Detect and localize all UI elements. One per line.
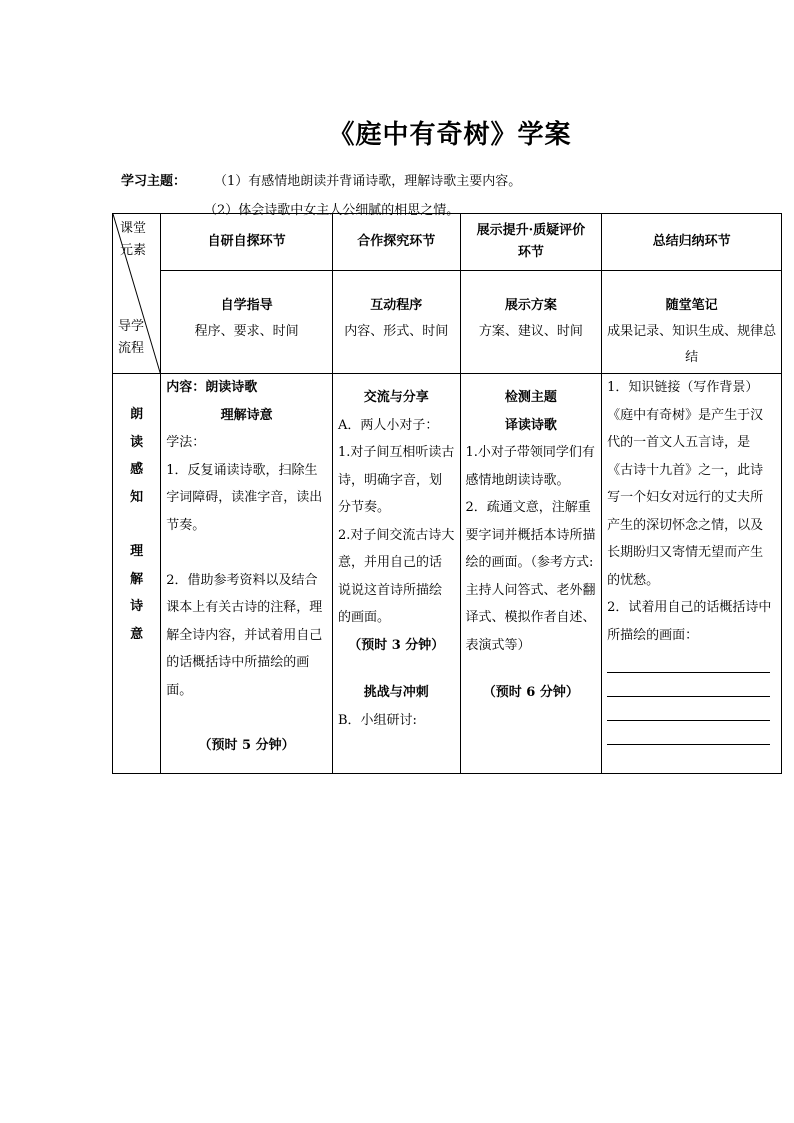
row-label-char: 感 [130, 462, 144, 477]
corner-top-2: 元素 [120, 243, 147, 258]
display-item-1: 1.小对子带领同学们有感情地朗读诗歌。 [465, 445, 595, 488]
col-header-2: 合作探究环节 [332, 214, 460, 271]
content-heading: 内容：朗读诗歌 [166, 380, 258, 395]
self-study-cell [161, 374, 333, 774]
sub-desc: 方案、建议、时间 [478, 324, 583, 339]
row-label-char: 意 [130, 626, 144, 642]
sub-header-1 [161, 271, 333, 374]
study-table [112, 213, 782, 774]
challenge-heading: 挑战与冲刺 [363, 685, 429, 700]
exchange-heading: 交流与分享 [363, 390, 429, 405]
row-label-char: 朗 [130, 407, 144, 422]
row-label-char: 读 [130, 434, 144, 450]
method-item-2: 2．借助参考资料以及结合课本上有关古诗的注释，理解全诗内容，并试着用自己的话概括诗中所描绘的画面。 [166, 572, 323, 698]
sub-desc: 内容、形式、时间 [344, 324, 449, 339]
test-subheading: 译读诗歌 [504, 417, 557, 433]
time-note: （预时 3 分钟） [348, 637, 445, 653]
answer-line[interactable] [607, 673, 770, 697]
col-header-4: 总结归纳环节 [602, 214, 782, 271]
row-label-char: 理 [130, 544, 144, 559]
sub-desc: 成果记录、知识生成、规律总结 [607, 324, 777, 365]
content-subheading: 理解诗意 [220, 407, 273, 423]
sub-header-3 [460, 271, 602, 374]
sub-title: 自学指导 [220, 298, 273, 313]
page-title: 《庭中有奇树》学案 [328, 120, 572, 150]
sub-title: 互动程序 [370, 298, 423, 313]
answer-line[interactable] [607, 721, 770, 745]
time-note: （预时 5 分钟） [198, 737, 295, 753]
row-label-char: 解 [130, 571, 144, 587]
theme-line-1: （1）有感情地朗读并背诵诗歌，理解诗歌主要内容。 [214, 174, 522, 189]
row-label-char: 诗 [130, 599, 144, 614]
col-header-3 [460, 214, 602, 271]
col-header-3-line-1: 展示提升·质疑评价 [476, 223, 586, 238]
col-header-3-line-2: 环节 [517, 245, 544, 260]
theme-line-2: （2）体会诗歌中女主人公细腻的相思之情。 [204, 203, 460, 218]
pair-item-2: 2.对子间交流古诗大意，并用自己的话说说这首诗所描绘的画面。 [337, 527, 455, 625]
group-label: B．小组研讨: [337, 712, 417, 728]
answer-lines[interactable] [607, 649, 776, 745]
corner-cell [113, 214, 161, 374]
corner-bottom-1: 导学 [118, 319, 145, 334]
sub-title: 随堂笔记 [665, 298, 718, 313]
sub-header-4 [602, 271, 782, 374]
test-heading: 检测主题 [504, 390, 557, 405]
theme-label: 学习主题： [121, 174, 187, 189]
pair-item-1: 1.对子间互相听读古诗，明确字音，划分节奏。 [337, 445, 455, 515]
corner-bottom-2: 流程 [118, 341, 145, 356]
sub-title: 展示方案 [504, 298, 557, 313]
col-header-1: 自研自探环节 [161, 214, 333, 271]
row-label-char: 知 [130, 489, 144, 505]
method-item-1: 1．反复诵读诗歌，扫除生字词障碍，读准字音，读出节奏。 [166, 462, 323, 533]
notes-item-1: 1．知识链接（写作背景）《庭中有奇树》是产生于汉代的一首文人五言诗，是《古诗十九首》之一，此诗写一个妇女对远行的丈夫所产生的深切怀念之情，以及长期盼归又寄情无望而产生的忧愁。 [607, 380, 764, 588]
answer-line[interactable] [607, 649, 770, 673]
corner-top-1: 课堂 [120, 221, 147, 236]
sub-desc: 程序、要求、时间 [194, 324, 299, 339]
pair-label: A．两人小对子： [337, 417, 439, 433]
time-note: （预时 6 分钟） [482, 685, 579, 700]
answer-line[interactable] [607, 697, 770, 721]
cooperation-cell [332, 374, 460, 774]
method-label: 学法： [166, 435, 206, 450]
display-item-2: 2．疏通文意，注解重要字词并概括本诗所描绘的画面。（参考方式: 主持人问答式、老外翻译式、模拟作者自述、表演式等） [465, 500, 596, 653]
display-cell [460, 374, 602, 774]
notes-item-2: 2．试着用自己的话概括诗中所描绘的画面： [607, 600, 772, 643]
sub-header-2 [332, 271, 460, 374]
row-label [113, 374, 161, 774]
notes-cell [602, 374, 782, 774]
